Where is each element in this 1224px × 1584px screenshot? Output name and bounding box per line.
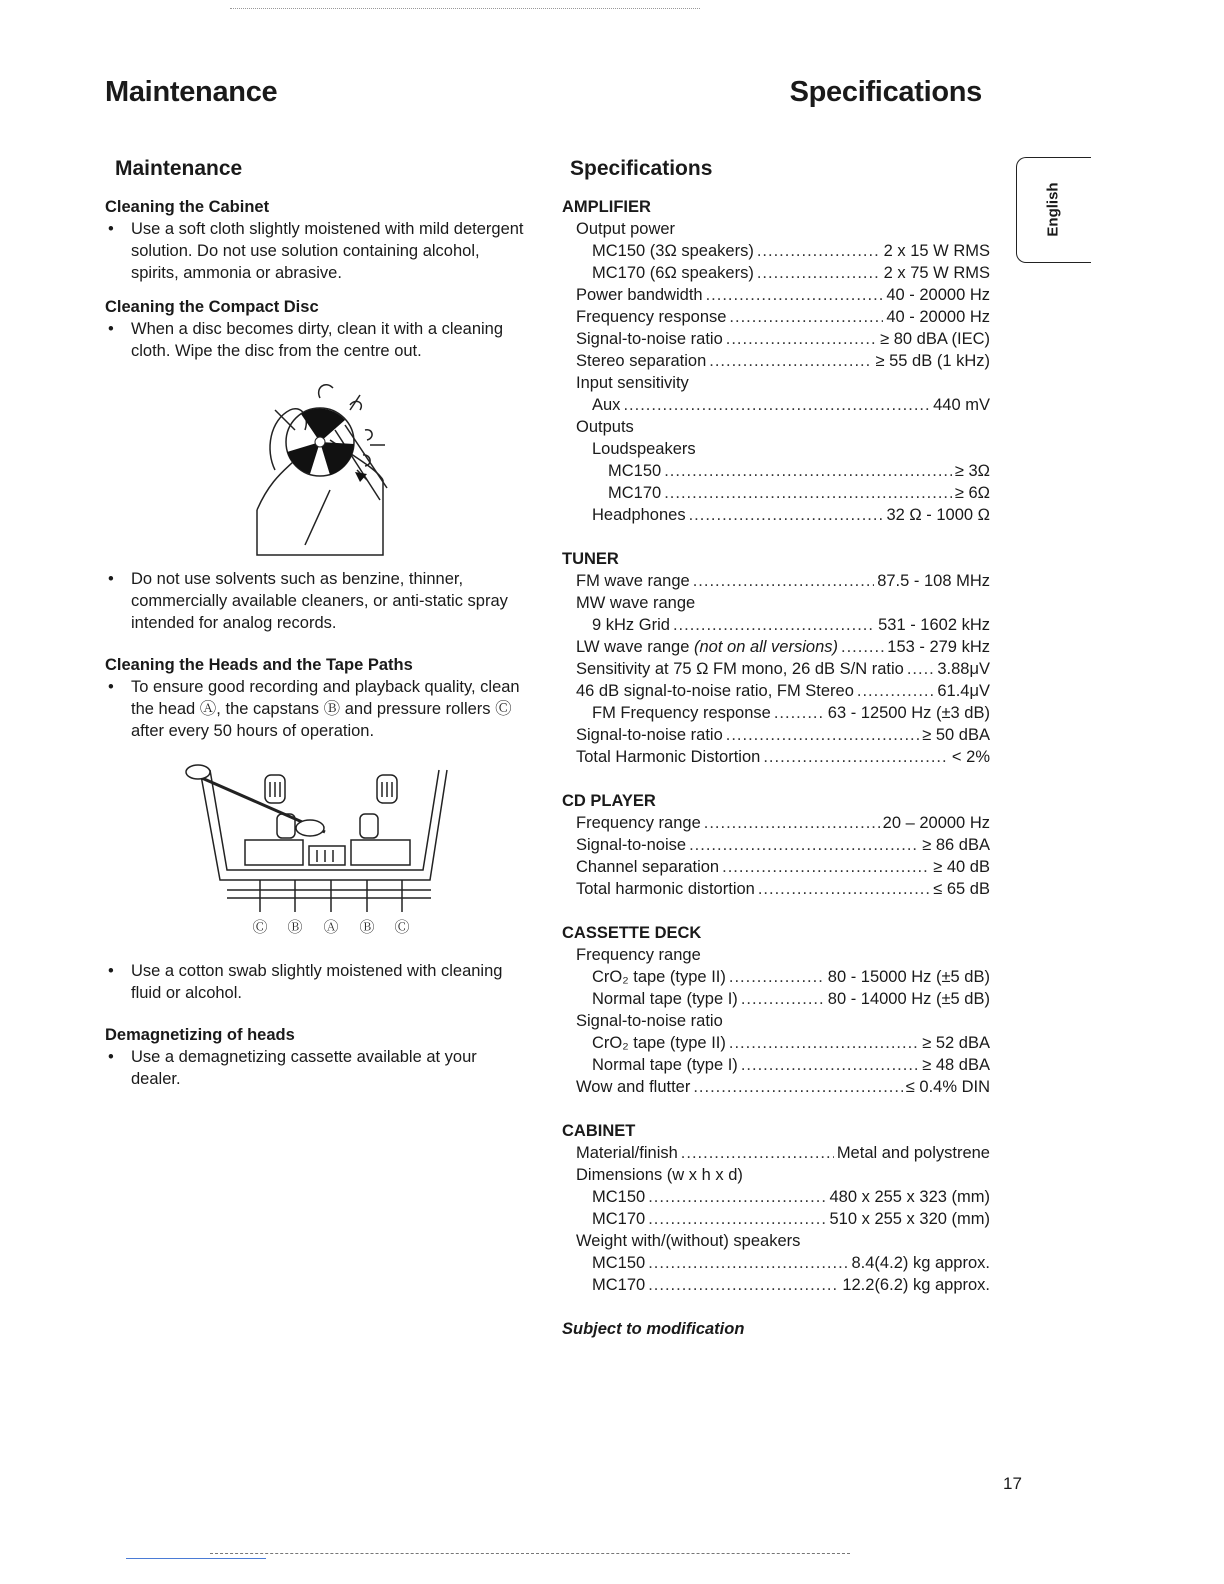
spec-row: Frequency response ..... 40 - 20000 Hz [562,306,990,328]
spec-row: MC170 ..... 510 x 255 x 320 (mm) [562,1208,990,1230]
spec-row: MC150 ..... ≥ 3Ω [562,460,990,482]
spec-row: MC170 ..... ≥ 6Ω [562,482,990,504]
scan-artifact-bottom [210,1553,850,1554]
demag-heading: Demagnetizing of heads [105,1026,295,1044]
spec-row: CrO₂ tape (type II) ..... ≥ 52 dBA [562,1032,990,1054]
diagram-label-b-left: Ⓑ [287,918,303,936]
spec-row: 9 kHz Grid ..... 531 - 1602 kHz [562,614,990,636]
spec-row: MC170 (6Ω speakers) ..... 2 x 75 W RMS [562,262,990,284]
language-tab-label-wrap [1016,157,1090,261]
diagram-label-b-right: Ⓑ [359,918,375,936]
disc-bullet: • When a disc becomes dirty, clean it with a cleaning cloth. Wipe the disc from the centre out. [105,318,530,362]
spec-row: MC170 ..... 12.2(6.2) kg approx. [562,1274,990,1296]
tuner-heading: TUNER [562,550,619,568]
disc-cleaning-illustration [105,370,530,560]
spec-row: MC150 ..... 8.4(4.2) kg approx. [562,1252,990,1274]
spec-row: Signal-to-noise ratio ..... ≥ 80 dBA (IEC) [562,328,990,350]
heads-heading: Cleaning the Heads and the Tape Paths [105,656,413,674]
demag-bullet: • Use a demagnetizing cassette available at your dealer. [105,1046,530,1090]
spec-row: Material/finish ..... Metal and polystrene [562,1142,990,1164]
amp-output-power: Output power [576,220,676,238]
diagram-label-a: Ⓐ [323,918,339,936]
spec-row: Sensitivity at 75 Ω FM mono, 26 dB S/N ratio ..... 3.88μV [562,658,990,680]
subject-to-modification: Subject to modification [562,1320,745,1338]
spec-row: FM wave range ..... 87.5 - 108 MHz [562,570,990,592]
language-tab-label: English [1044,181,1062,237]
cabinet-dims: Dimensions (w x h x d) [576,1166,743,1184]
spec-row: Normal tape (type I) ..... ≥ 48 dBA [562,1054,990,1076]
cabinet-weight: Weight with/(without) speakers [576,1232,801,1250]
disc-bullet-2: • Do not use solvents such as benzine, thinner, commercially available cleaners, or anti-static spray intended for analog records. [105,568,530,634]
amp-loudspeakers: Loudspeakers [592,440,696,458]
spec-row: Total harmonic distortion ..... ≤ 65 dB [562,878,990,900]
spec-row: Frequency range ..... 20 – 20000 Hz [562,812,990,834]
spec-row: FM Frequency response ..... 63 - 12500 Hz (±3 dB) [562,702,990,724]
cabinet-spec-heading: CABINET [562,1122,636,1140]
page-header-left: Maintenance [105,76,278,108]
spec-row: Headphones ..... 32 Ω - 1000 Ω [562,504,990,526]
scan-artifact-line [126,1558,266,1559]
cassette-snr: Signal-to-noise ratio [576,1012,723,1030]
cabinet-heading: Cleaning the Cabinet [105,198,270,216]
specifications-column [562,152,990,1340]
cabinet-bullet: • Use a soft cloth slightly moistened with mild detergent solution. Do not use solution containing alcohol, spirits, ammonia or abrasive. [105,218,530,284]
specs-title: Specifications [570,157,713,180]
amp-input-sensitivity: Input sensitivity [576,374,689,392]
spec-row: Wow and flutter ..... ≤ 0.4% DIN [562,1076,990,1098]
spec-row: Stereo separation ..... ≥ 55 dB (1 kHz) [562,350,990,372]
scan-artifact-top [230,8,700,13]
amplifier-heading: AMPLIFIER [562,198,651,216]
spec-row: Power bandwidth ..... 40 - 20000 Hz [562,284,990,306]
maintenance-column [105,152,530,1090]
heads-bullet: • To ensure good recording and playback quality, clean the head Ⓐ, the capstans Ⓑ and pressure rollers Ⓒ after every 50 hours of operation. [105,676,530,742]
cassette-fr: Frequency range [576,946,701,964]
diagram-label-c-left: Ⓒ [252,918,268,936]
cassette-heading: CASSETTE DECK [562,924,702,942]
maintenance-title: Maintenance [115,157,243,180]
spec-row: Signal-to-noise ..... ≥ 86 dBA [562,834,990,856]
cd-heading: CD PLAYER [562,792,656,810]
spec-row: Total Harmonic Distortion ..... < 2% [562,746,990,768]
spec-row: Aux ..... 440 mV [562,394,990,416]
tape-heads-illustration [105,750,530,950]
spec-row: CrO₂ tape (type II) ..... 80 - 15000 Hz (±5 dB) [562,966,990,988]
heads-bullet-2: • Use a cotton swab slightly moistened with cleaning fluid or alcohol. [105,960,530,1004]
tuner-mw: MW wave range [576,594,696,612]
page-header-right: Specifications [789,76,982,108]
disc-heading: Cleaning the Compact Disc [105,298,319,316]
spec-row: LW wave range (not on all versions) ..... 153 - 279 kHz [562,636,990,658]
diagram-label-c-right: Ⓒ [394,918,410,936]
spec-row: MC150 ..... 480 x 255 x 323 (mm) [562,1186,990,1208]
spec-row: MC150 (3Ω speakers) ..... 2 x 15 W RMS [562,240,990,262]
spec-row: Normal tape (type I) ..... 80 - 14000 Hz (±5 dB) [562,988,990,1010]
page-number: 17 [1003,1474,1022,1493]
spec-row: 46 dB signal-to-noise ratio, FM Stereo ..... 61.4μV [562,680,990,702]
spec-row: Signal-to-noise ratio ..... ≥ 50 dBA [562,724,990,746]
spec-row: Channel separation ..... ≥ 40 dB [562,856,990,878]
amp-outputs: Outputs [576,418,634,436]
